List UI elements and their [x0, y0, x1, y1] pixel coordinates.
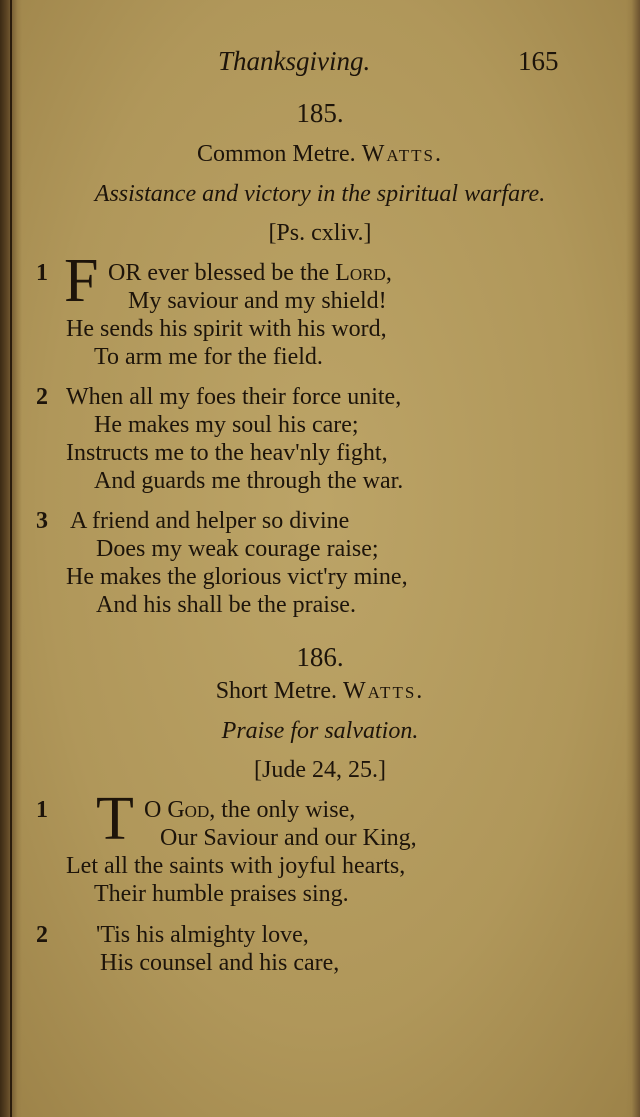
hymn-metre: Common Metre.: [197, 141, 356, 167]
hymn-number: 185.: [296, 98, 344, 128]
hymn-subject: Assistance and victory in the spiritual warfare.: [94, 181, 546, 207]
verse-line-text: OR ever blessed be the: [108, 260, 336, 286]
verse-number: 2: [36, 922, 48, 948]
verse-line: He makes the glorious vict'ry mine,: [66, 564, 408, 590]
verse-line: Their humble praises sing.: [94, 881, 349, 907]
drop-cap: T: [96, 785, 134, 853]
verse-line-end: ,: [385, 260, 392, 286]
verse-number: 2: [36, 384, 48, 410]
verse-number: 1: [36, 797, 48, 823]
verse-line: [108, 260, 392, 287]
verse-line: He sends his spirit with his word,: [66, 316, 387, 342]
hymn-metre-line: [40, 141, 600, 168]
small-caps-word: Lord: [335, 260, 386, 286]
verse-line-text: O: [144, 797, 168, 823]
verse-line: To arm me for the field.: [94, 344, 323, 370]
verse-line: And guards me through the war.: [94, 468, 404, 494]
verse-line: A friend and helper so divine: [70, 508, 350, 534]
verse-line: His counsel and his care,: [100, 950, 340, 976]
verse-number: 1: [36, 260, 48, 286]
small-caps-word: God: [167, 797, 210, 823]
verse-line: 'Tis his almighty love,: [96, 922, 309, 948]
drop-cap: F: [64, 247, 99, 315]
page-number: 165: [518, 46, 559, 76]
running-head: [0, 46, 640, 82]
verse-line: Let all the saints with joyful hearts,: [66, 853, 406, 879]
verse-line: My saviour and my shield!: [128, 288, 387, 314]
verse-line: Instructs me to the heav'nly fight,: [66, 440, 388, 466]
hymn-number: 186.: [296, 642, 344, 672]
hymn-author: Watts.: [361, 141, 443, 167]
verse-line: Does my weak courage raise;: [96, 536, 379, 562]
verse-number: 3: [36, 508, 48, 534]
hymn-metre-line: [40, 678, 600, 705]
hymn-subject: Praise for salvation.: [221, 718, 419, 744]
verse-line: And his shall be the praise.: [96, 592, 356, 618]
verse-line: Our Saviour and our King,: [160, 825, 417, 851]
scripture-reference: [Jude 24, 25.]: [254, 757, 386, 783]
hymn-author: Watts.: [343, 678, 425, 704]
scripture-reference: [Ps. cxliv.]: [268, 220, 372, 246]
hymn-metre: Short Metre.: [215, 678, 338, 704]
verse-line: [144, 797, 355, 824]
verse-line-end: , the only wise,: [209, 797, 356, 823]
verse-line: He makes my soul his care;: [94, 412, 359, 438]
running-head-title: Thanksgiving.: [218, 46, 371, 76]
verse-line: When all my foes their force unite,: [66, 384, 402, 410]
